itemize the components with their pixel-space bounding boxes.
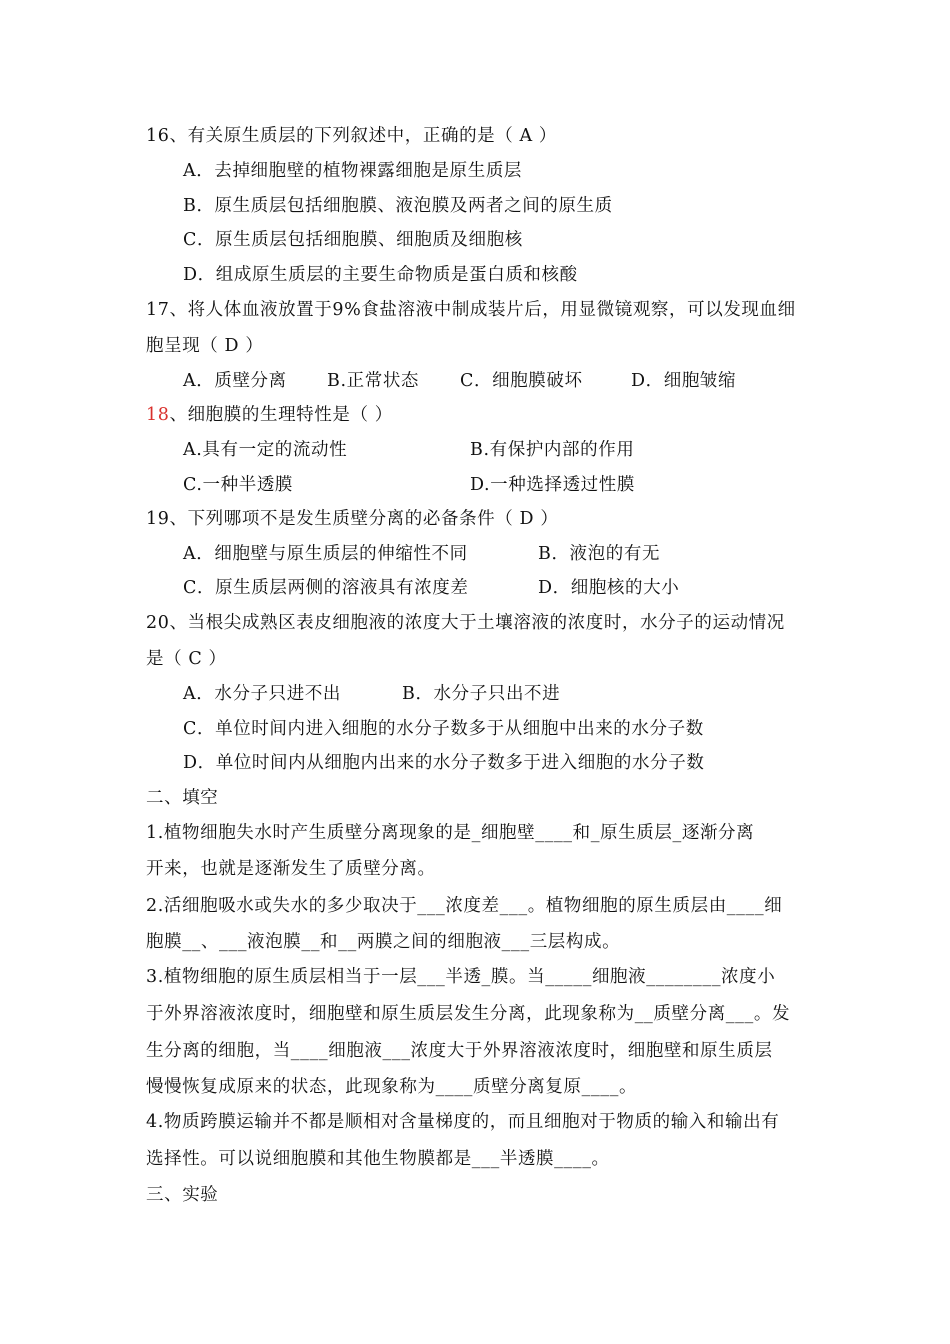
section-2-heading: 二、填空	[146, 788, 219, 808]
question-17-stem-line2: 胞呈现（ D ）	[146, 336, 264, 356]
fill-item-3-line2: 于外界溶液浓度时，细胞壁和原生质层发生分离，此现象称为__质壁分离___。发	[146, 1004, 791, 1024]
question-16-option-c: C．原生质层包括细胞膜、细胞质及细胞核	[183, 230, 523, 250]
question-16-option-a: A．去掉细胞壁的植物裸露细胞是原生质层	[183, 161, 523, 181]
question-17-option-d: D．细胞皱缩	[631, 371, 737, 391]
fill-item-1-line2: 开来，也就是逐渐发生了质壁分离。	[146, 859, 436, 879]
question-20-option-b: B．水分子只出不进	[402, 684, 561, 704]
question-18-option-c: C.一种半透膜	[183, 475, 294, 495]
fill-item-2-line1: 2.活细胞吸水或失水的多少取决于___浓度差___。植物细胞的原生质层由____细	[146, 896, 783, 916]
question-19-option-c: C．原生质层两侧的溶液具有浓度差	[183, 578, 469, 598]
question-18-option-d: D.一种选择透过性膜	[470, 475, 635, 495]
question-17-option-c: C．细胞膜破坏	[460, 371, 583, 391]
question-18-text: 、细胞膜的生理特性是（ ）	[169, 405, 393, 425]
question-16-option-b: B．原生质层包括细胞膜、液泡膜及两者之间的原生质	[183, 196, 613, 216]
question-16-stem: 16、有关原生质层的下列叙述中，正确的是（ A ）	[146, 126, 558, 146]
question-19-option-d: D．细胞核的大小	[538, 578, 680, 598]
question-19-stem: 19、下列哪项不是发生质壁分离的必备条件（ D ）	[146, 509, 559, 529]
question-19-option-a: A．细胞壁与原生质层的伸缩性不同	[183, 544, 468, 564]
question-16-option-d: D．组成原生质层的主要生命物质是蛋白质和核酸	[183, 265, 578, 285]
question-17-option-a: A．质壁分离	[183, 371, 287, 391]
question-20-option-c: C．单位时间内进入细胞的水分子数多于从细胞中出来的水分子数	[183, 719, 704, 739]
question-18-option-b: B.有保护内部的作用	[470, 440, 635, 460]
fill-item-4-line2: 选择性。可以说细胞膜和其他生物膜都是___半透膜____。	[146, 1149, 610, 1169]
question-18-option-a: A.具有一定的流动性	[183, 440, 348, 460]
question-18-number: 18	[146, 405, 170, 425]
question-20-stem-line1: 20、当根尖成熟区表皮细胞液的浓度大于土壤溶液的浓度时，水分子的运动情况	[146, 613, 785, 633]
question-19-option-b: B．液泡的有无	[538, 544, 661, 564]
question-18-stem	[146, 403, 393, 427]
fill-item-2-line2: 胞膜__、___液泡膜__和__两膜之间的细胞液___三层构成。	[146, 932, 621, 952]
fill-item-3-line1: 3.植物细胞的原生质层相当于一层___半透_膜。当_____细胞液________浓度小	[146, 967, 776, 987]
question-20-option-a: A．水分子只进不出	[183, 684, 342, 704]
question-17-option-b: B.正常状态	[327, 371, 420, 391]
question-20-option-d: D．单位时间内从细胞内出来的水分子数多于进入细胞的水分子数	[183, 753, 705, 773]
question-17-stem-line1: 17、将人体血液放置于9%食盐溶液中制成装片后，用显微镜观察，可以发现血细	[146, 300, 796, 320]
fill-item-1-line1: 1.植物细胞失水时产生质壁分离现象的是_细胞壁____和_原生质层_逐渐分离	[146, 823, 755, 843]
fill-item-4-line1: 4.物质跨膜运输并不都是顺相对含量梯度的，而且细胞对于物质的输入和输出有	[146, 1112, 780, 1132]
fill-item-3-line3: 生分离的细胞，当____细胞液___浓度大于外界溶液浓度时，细胞壁和原生质层	[146, 1041, 773, 1061]
section-3-heading: 三、实验	[146, 1185, 219, 1205]
question-20-stem-line2: 是（ C ）	[146, 649, 227, 669]
fill-item-3-line4: 慢慢恢复成原来的状态，此现象称为____质壁分离复原____。	[146, 1077, 638, 1097]
